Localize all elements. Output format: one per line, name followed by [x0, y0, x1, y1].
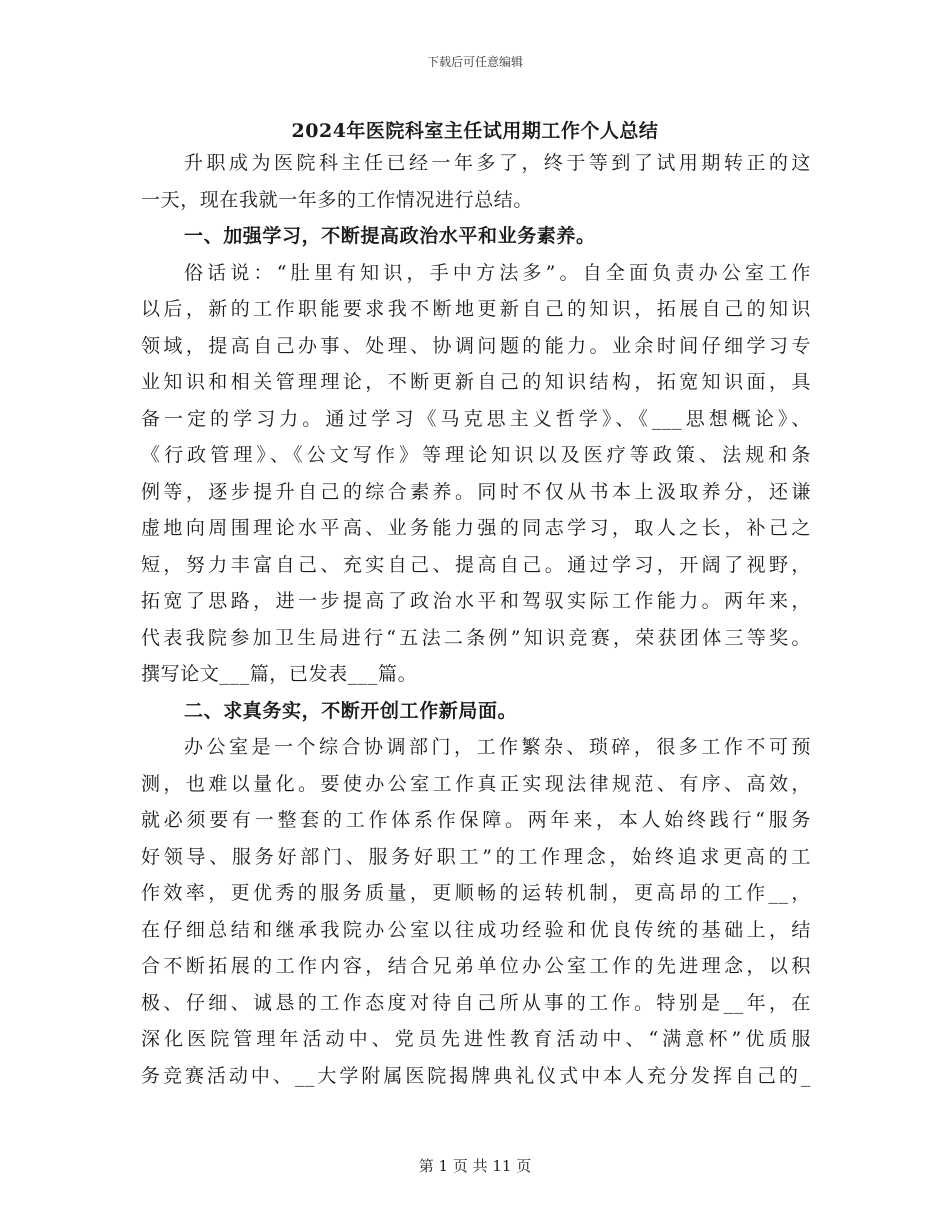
- paragraph-line: 领域，提高自己办事、处理、协调问题的能力。业余时间仔细学习专: [141, 334, 811, 357]
- paragraph-line: 务竞赛活动中、__大学附属医院揭牌典礼仪式中本人充分发挥自己的_: [141, 1064, 811, 1087]
- paragraph-line: 例等，逐步提升自己的综合素养。同时不仅从书本上汲取养分，还谦: [141, 480, 811, 503]
- section-heading: 二、求真务实，不断开创工作新局面。: [184, 699, 518, 722]
- document-body: [141, 145, 811, 1094]
- paragraph-line: 合不断拓展的工作内容，结合兄弟单位办公室工作的先进理念，以积: [141, 955, 811, 977]
- paragraph-line: 代表我院参加卫生局进行“五法二条例”知识竞赛，荣获团体三等奖。: [141, 626, 811, 649]
- paragraph-line: 以后，新的工作职能要求我不断地更新自己的知识，拓展自己的知识: [141, 298, 811, 320]
- page-footer: 第 1 页 共 11 页: [418, 1157, 532, 1175]
- section-heading: 一、加强学习，不断提高政治水平和业务素养。: [184, 225, 596, 247]
- paragraph-line: 撰写论文___篇，已发表___篇。: [141, 663, 418, 685]
- document-title: 2024年医院科室主任试用期工作个人总结: [291, 120, 659, 142]
- paragraph-line: 短，努力丰富自己、充实自己、提高自己。通过学习，开阔了视野，: [141, 553, 811, 576]
- paragraph-line: 极、仔细、诚恳的工作态度对待自己所从事的工作。特别是__年，在: [141, 991, 811, 1014]
- paragraph-line: 拓宽了思路，进一步提高了政治水平和驾驭实际工作能力。两年来，: [141, 590, 811, 612]
- paragraph-line: 备一定的学习力。通过学习《马克思主义哲学》、《___思想概论》、: [141, 407, 811, 430]
- paragraph-line: 《行政管理》、《公文写作》等理论知识以及医疗等政策、法规和条: [141, 444, 811, 466]
- paragraph-line: 虚地向周围理论水平高、业务能力强的同志学习，取人之长，补己之: [141, 517, 811, 539]
- paragraph-line: 升职成为医院科主任已经一年多了，终于等到了试用期转正的这: [184, 152, 811, 174]
- paragraph-line: 测，也难以量化。要使办公室工作真正实现法律规范、有序、高效，: [141, 772, 811, 795]
- paragraph-line: 一天，现在我就一年多的工作情况进行总结。: [141, 188, 534, 211]
- paragraph-line: 就必须要有一整套的工作体系作保障。两年来，本人始终践行“服务: [141, 809, 811, 831]
- paragraph-line: 好领导、服务好部门、服务好职工”的工作理念，始终追求更高的工: [141, 845, 811, 868]
- paragraph-line: 业知识和相关管理理论，不断更新自己的知识结构，拓宽知识面，具: [141, 371, 811, 393]
- paragraph-line: 作效率，更优秀的服务质量，更顺畅的运转机制，更高昂的工作__，: [141, 882, 811, 904]
- paragraph-line: 在仔细总结和继承我院办公室以往成功经验和优良传统的基础上，结: [141, 918, 811, 941]
- page-header: 下载后可任意编辑: [426, 55, 523, 69]
- paragraph-line: 办公室是一个综合协调部门，工作繁杂、琐碎，很多工作不可预: [184, 736, 811, 758]
- paragraph-line: 深化医院管理年活动中、党员先进性教育活动中、“满意杯”优质服: [141, 1028, 811, 1050]
- paragraph-line: 俗话说：“肚里有知识，手中方法多”。自全面负责办公室工作: [184, 261, 811, 284]
